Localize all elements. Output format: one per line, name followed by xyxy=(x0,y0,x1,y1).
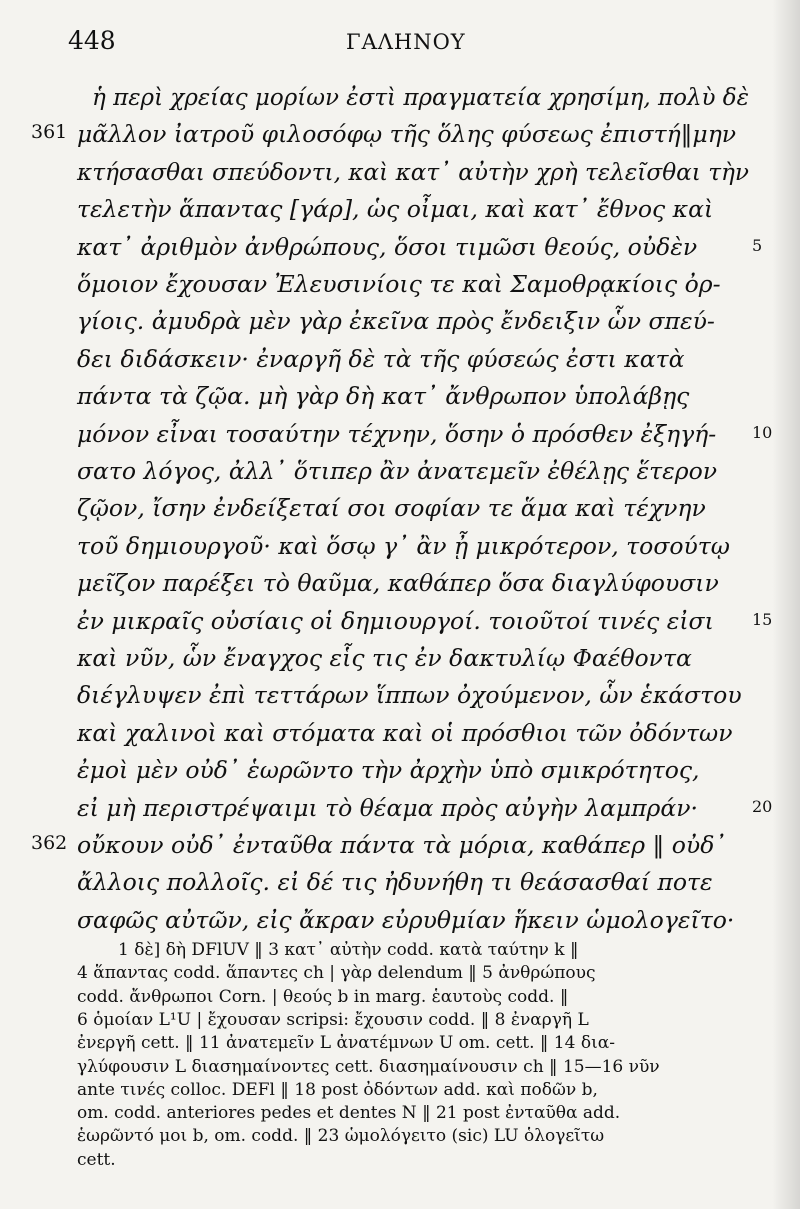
text-line xyxy=(0,120,800,156)
apparatus-line xyxy=(0,1103,800,1127)
apparatus-line-content: cett. xyxy=(77,1149,116,1170)
text-line xyxy=(0,906,800,942)
text-line xyxy=(0,158,800,194)
text-line xyxy=(0,83,800,119)
apparatus-line-content: om. codd. anteriores pedes et dentes N ‖ 21 post ἐνταῦθα add. xyxy=(77,1103,621,1124)
text-line-content: σαφῶς αὐτῶν, εἰς ἄκραν εὐρυθμίαν ἥκειν ὡμολογεῖτο· xyxy=(77,905,735,934)
text-line-content: εἰ μὴ περιστρέψαιμι τὸ θέαμα πρὸς αὐγὴν λαμπράν· xyxy=(77,793,698,822)
text-line-content: πάντα τὰ ζῷα. μὴ γὰρ δὴ κατ᾽ ἄνθρωπον ὑπολάβῃς xyxy=(77,382,690,411)
text-line-content: οὔκουν οὐδ᾽ ἐνταῦθα πάντα τὰ μόρια, καθάπερ ‖ οὐδ᾽ xyxy=(77,831,727,859)
text-line-content: μεῖζον παρέξει τὸ θαῦμα, καθάπερ ὅσα διαγλύφουσιν xyxy=(77,569,719,598)
text-line xyxy=(0,345,800,381)
apparatus-line xyxy=(0,963,800,987)
text-line xyxy=(0,681,800,717)
text-line-content: ζῷον, ἴσην ἐνδείξεταί σοι σοφίαν τε ἅμα καὶ τέχνην xyxy=(77,494,706,523)
page-header xyxy=(0,26,800,66)
text-line xyxy=(0,494,800,530)
text-line-content: μᾶλλον ἰατροῦ φιλοσόφῳ τῆς ὅλης φύσεως ἐπιστή‖μην xyxy=(77,120,737,149)
text-line-content: γίοις. ἀμυδρὰ μὲν γὰρ ἐκεῖνα πρὸς ἔνδειξιν ὧν σπεύ- xyxy=(77,307,715,336)
text-line-content: κτήσασθαι σπεύδοντι, καὶ κατ᾽ αὐτὴν χρὴ τελεῖσθαι τὴν xyxy=(77,157,749,186)
text-line-content: καὶ νῦν, ὧν ἔναγχος εἷς τις ἐν δακτυλίῳ Φαέθοντα xyxy=(77,644,692,672)
text-line xyxy=(0,607,800,643)
apparatus-line-content: 1 δὲ] δὴ DFlUV ‖ 3 κατ᾽ αὐτὴν codd. κατὰ ταύτην k ‖ xyxy=(118,940,579,960)
apparatus-line-content: ἑωρῶντό μοι b, om. codd. ‖ 23 ὡμολόγειτο (sic) LU ὁλογεῖτω xyxy=(77,1126,605,1147)
text-line xyxy=(0,307,800,343)
line-number: 5 xyxy=(752,235,763,255)
edition-page-ref: 361 xyxy=(31,121,68,144)
text-line-content: μόνον εἶναι τοσαύτην τέχνην, ὅσην ὁ πρόσθεν ἐξηγή- xyxy=(77,419,717,448)
apparatus-line-content: 6 ὁμοίαν L¹U | ἔχουσαν scripsi: ἔχουσιν codd. ‖ 8 ἐναργῆ L xyxy=(77,1009,589,1030)
apparatus-line xyxy=(0,940,800,964)
text-line xyxy=(0,532,800,568)
text-line-content: δει διδάσκειν· ἐναργῆ δὲ τὰ τῆς φύσεώς ἐστι κατὰ xyxy=(77,344,685,373)
apparatus-line-content: γλύφουσιν L διασημαίνοντες cett. διασημαίνουσιν ch ‖ 15—16 νῦν xyxy=(77,1056,660,1077)
apparatus-line xyxy=(0,1033,800,1057)
text-line xyxy=(0,382,800,418)
apparatus-line-content: codd. ἄνθρωποι Corn. | θεούς b in marg. ἑαυτοὺς codd. ‖ xyxy=(77,986,569,1007)
apparatus-line xyxy=(0,1057,800,1081)
text-line xyxy=(0,719,800,755)
line-number: 20 xyxy=(752,796,773,816)
apparatus-line xyxy=(0,1080,800,1104)
text-line-content: ἐμοὶ μὲν οὐδ᾽ ἑωρῶντο τὴν ἀρχὴν ὑπὸ σμικρότητος, xyxy=(77,756,700,785)
text-line xyxy=(0,420,800,456)
text-line xyxy=(0,868,800,904)
line-number: 10 xyxy=(752,422,773,442)
text-line xyxy=(0,794,800,830)
text-line xyxy=(0,831,800,867)
text-line-content: ἡ περὶ χρείας μορίων ἐστὶ πραγματεία χρησίμη, πολὺ δὲ xyxy=(92,83,749,111)
apparatus-line xyxy=(0,1010,800,1034)
text-line xyxy=(0,195,800,231)
apparatus-line-content: 4 ἅπαντας codd. ἅπαντες ch | γὰρ delendum ‖ 5 ἀνθρώπους xyxy=(77,963,596,984)
text-line xyxy=(0,457,800,493)
text-line xyxy=(0,569,800,605)
text-line-content: κατ᾽ ἀριθμὸν ἀνθρώπους, ὅσοι τιμῶσι θεούς, οὐδὲν xyxy=(77,232,698,261)
text-line-content: τοῦ δημιουργοῦ· καὶ ὅσῳ γ᾽ ἂν ᾖ μικρότερον, τοσούτῳ xyxy=(77,531,730,560)
text-line-content: σατο λόγος, ἀλλ᾽ ὅτιπερ ἂν ἀνατεμεῖν ἐθέλῃς ἕτερον xyxy=(77,457,718,485)
apparatus-line xyxy=(0,1126,800,1150)
running-head: ΓΑΛΗΝΟΥ xyxy=(346,30,466,54)
text-line xyxy=(0,644,800,680)
text-line xyxy=(0,233,800,269)
apparatus-line xyxy=(0,987,800,1011)
text-line-content: τελετὴν ἅπαντας [γάρ], ὡς οἶμαι, καὶ κατ᾽ ἔθνος καὶ xyxy=(77,195,714,224)
text-line-content: ὅμοιον ἔχουσαν Ἐλευσινίοις τε καὶ Σαμοθρᾳκίοις ὀρ- xyxy=(77,270,721,298)
page-number: 448 xyxy=(68,26,116,55)
apparatus-line-content: ante τινές colloc. DEFl ‖ 18 post ὀδόντων add. καὶ ποδῶν b, xyxy=(77,1079,598,1100)
line-number: 15 xyxy=(752,609,773,629)
text-line-content: ἐν μικραῖς οὐσίαις οἱ δημιουργοί. τοιοῦτοί τινές εἰσι xyxy=(77,606,714,635)
edition-page-ref: 362 xyxy=(31,832,68,854)
apparatus-line xyxy=(0,1150,800,1174)
text-line xyxy=(0,756,800,792)
text-line-content: καὶ χαλινοὶ καὶ στόματα καὶ οἱ πρόσθιοι τῶν ὀδόντων xyxy=(77,718,733,747)
text-line xyxy=(0,270,800,306)
text-line-content: διέγλυψεν ἐπὶ τεττάρων ἵππων ὀχούμενον, ὧν ἑκάστου xyxy=(77,681,742,710)
apparatus-line-content: ἐνεργῆ cett. ‖ 11 ἀνατεμεῖν L ἀνατέμνων U om. cett. ‖ 14 δια- xyxy=(77,1033,615,1054)
text-line-content: ἄλλοις πολλοῖς. εἰ δέ τις ἠδυνήθη τι θεάσασθαί ποτε xyxy=(77,868,713,897)
